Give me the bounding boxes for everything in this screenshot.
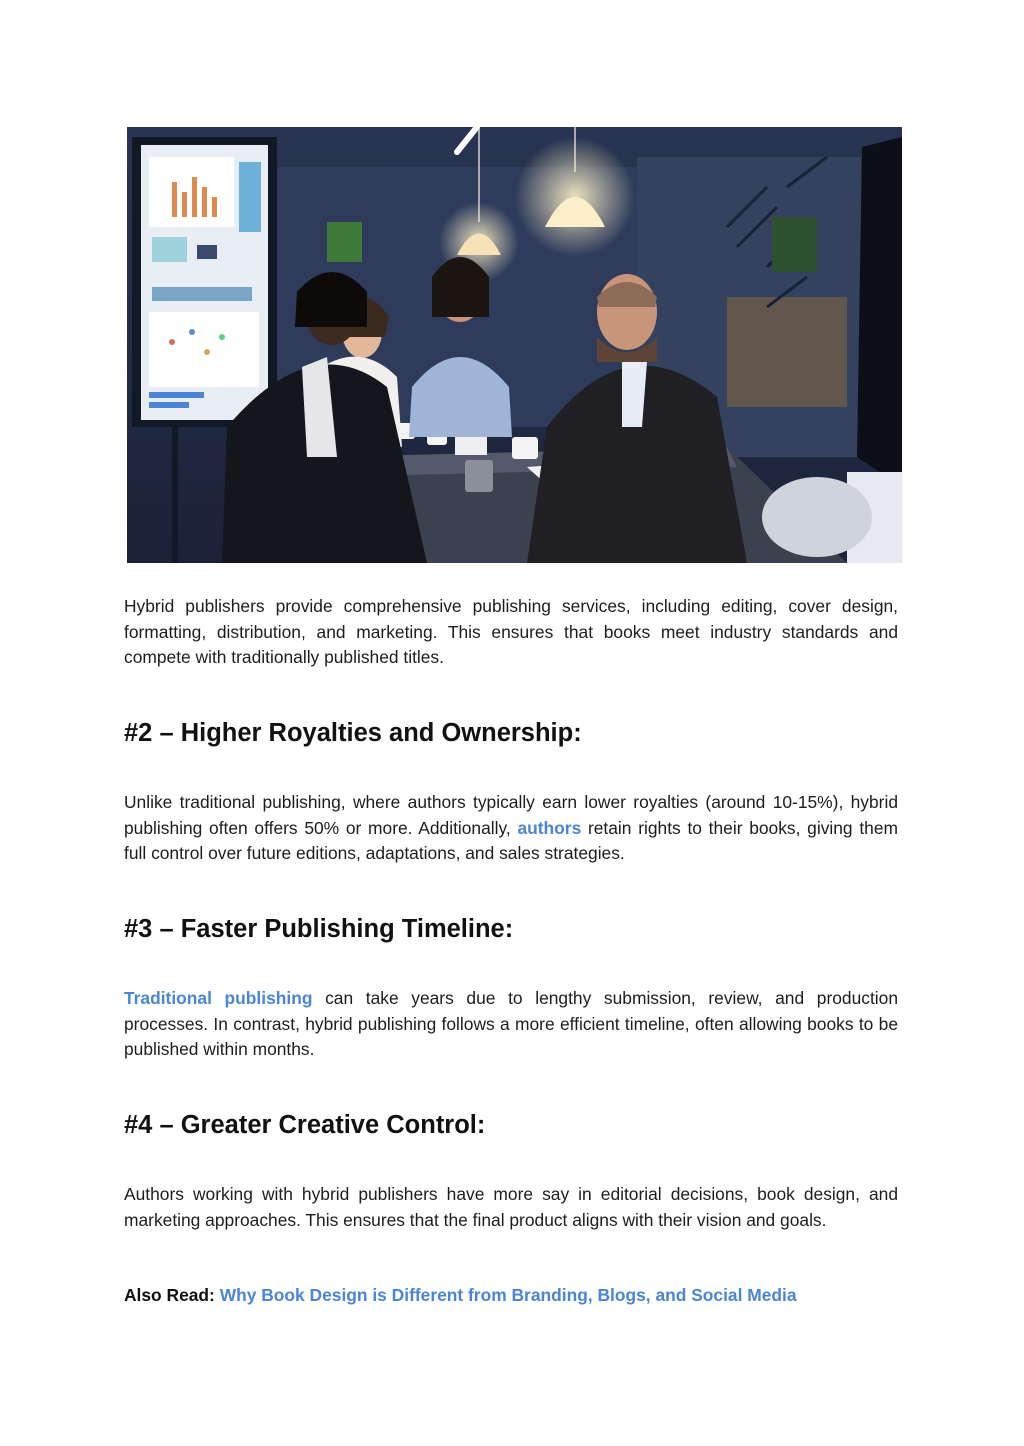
section-timeline [124, 913, 898, 945]
section-paragraph [124, 986, 898, 1063]
section-creative-body [124, 1182, 898, 1233]
also-read-label: Also Read: [124, 1285, 215, 1305]
section-timeline-body [124, 986, 898, 1063]
authors-link[interactable]: authors [517, 817, 582, 838]
intro-paragraph: Hybrid publishers provide comprehensive publishing services, including editing, cover design, formatting, distribution, and marketing. This ensures that books meet industry standards and compete with traditionally published titles. [124, 596, 898, 667]
section-heading: #3 – Faster Publishing Timeline: [124, 915, 514, 943]
section-paragraph [124, 790, 898, 867]
paragraph-text: retain rights to their books, giving them full control over future editions, adaptations, and sales strategies. [124, 817, 898, 863]
intro-block [124, 594, 898, 671]
also-read-line [124, 1283, 898, 1309]
meeting-photo [127, 127, 902, 563]
meeting-photo-illustration [127, 127, 902, 563]
traditional-publishing-link[interactable]: Traditional publishing [124, 988, 313, 1008]
section-heading: #4 – Greater Creative Control: [124, 1111, 486, 1139]
section-royalties [124, 717, 898, 749]
section-paragraph: Authors working with hybrid publishers have more say in editorial decisions, book design, and marketing approaches. This ensures that the final product aligns with their vision and goals. [124, 1184, 898, 1230]
paragraph-text: Unlike traditional publishing, where authors typically earn lower royalties (around 10-15%), hybrid publishing often offers 50% or more. Additionally, [124, 792, 898, 838]
section-royalties-body [124, 790, 898, 867]
also-read-link[interactable]: Why Book Design is Different from Branding, Blogs, and Social Media [219, 1285, 797, 1305]
paragraph-text: can take years due to lengthy submission, review, and production processes. In contrast, hybrid publishing follows a more efficient timeline, often allowing books to be published within months. [124, 988, 898, 1059]
section-heading: #2 – Higher Royalties and Ownership: [124, 719, 582, 747]
section-creative [124, 1109, 898, 1141]
also-read [124, 1283, 898, 1309]
